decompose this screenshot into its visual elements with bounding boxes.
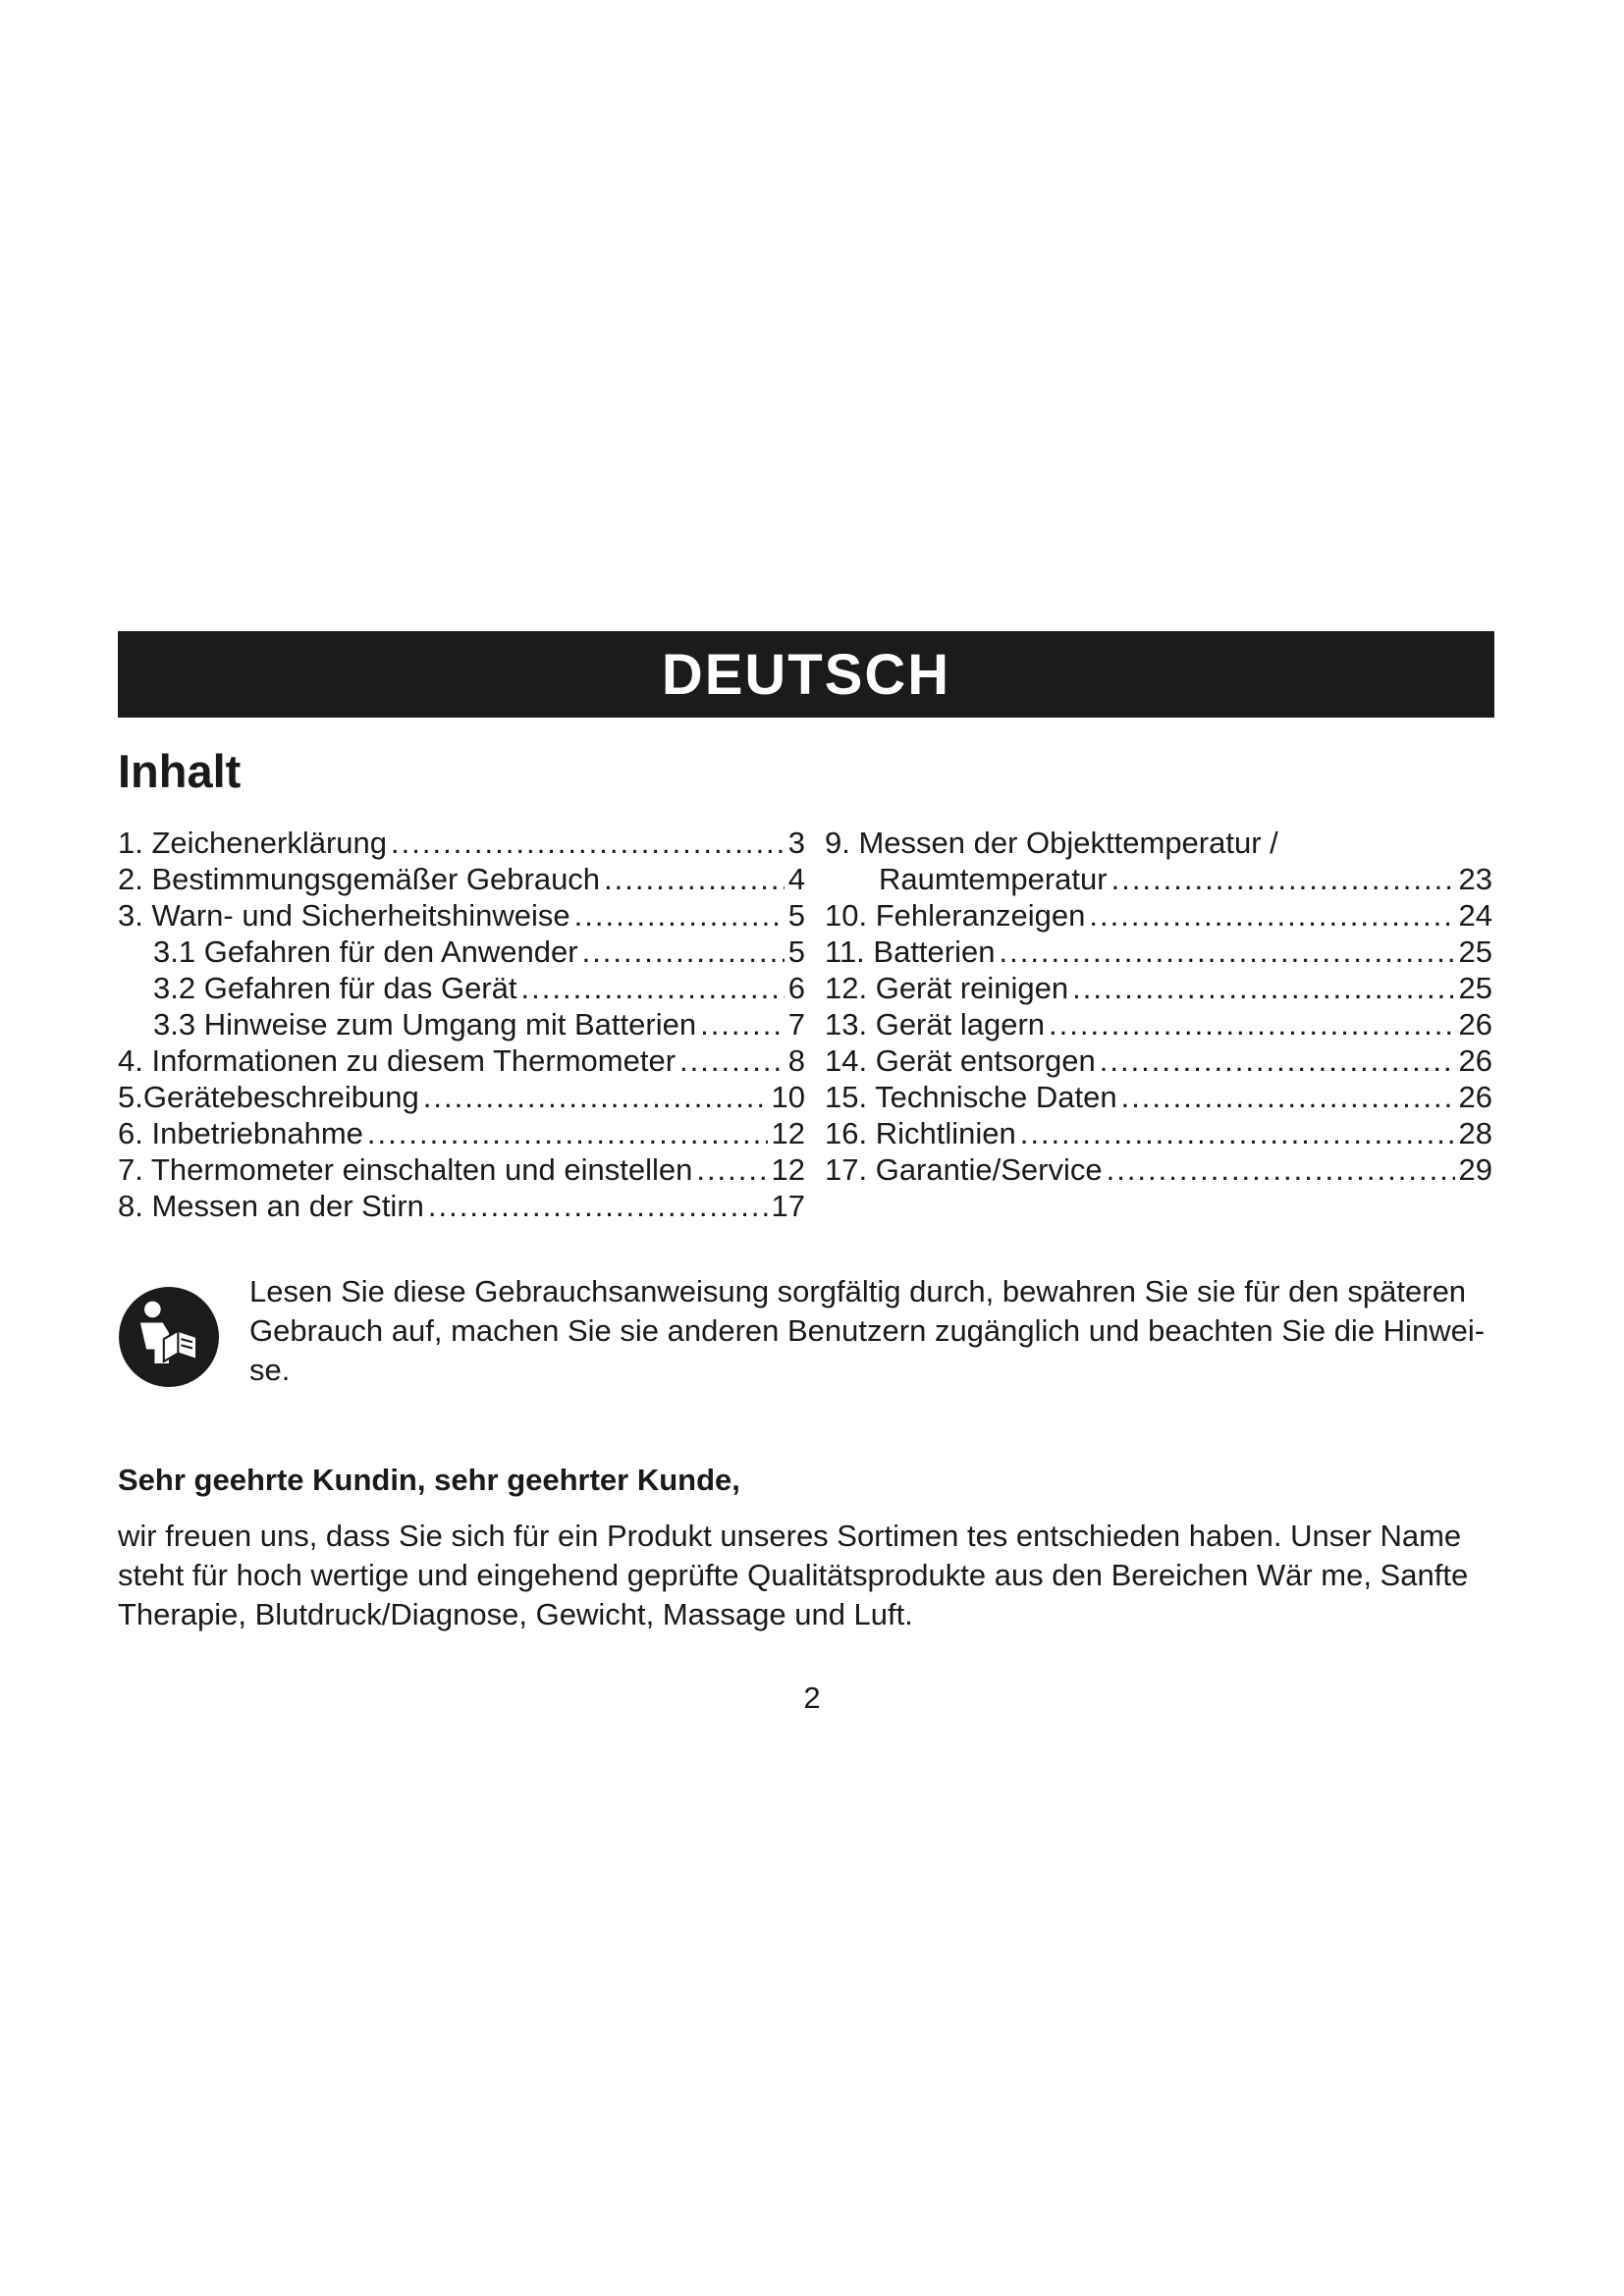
- toc-leader-dots: [679, 1042, 785, 1079]
- toc-leader-dots: [428, 1188, 768, 1224]
- toc-entry-label: 3. Warn- und Sicherheitshinweise: [118, 898, 570, 933]
- toc-entry[interactable]: [118, 1188, 805, 1224]
- toc-entry[interactable]: [825, 970, 1492, 1006]
- toc-leader-dots: [1107, 1151, 1455, 1188]
- language-banner: [118, 631, 1494, 718]
- language-label: DEUTSCH: [661, 642, 951, 707]
- toc-subentry[interactable]: [118, 934, 805, 970]
- toc-leader-dots: [1049, 1006, 1454, 1042]
- toc-leader-dots: [700, 1006, 785, 1042]
- toc-entry-page: 8: [787, 1043, 805, 1078]
- toc-entry[interactable]: [825, 897, 1492, 934]
- toc-entry-label: 12. Gerät reinigen: [825, 971, 1069, 1005]
- toc-entry[interactable]: [825, 1115, 1492, 1151]
- toc-entry[interactable]: [825, 1079, 1492, 1115]
- toc-leader-dots: [391, 825, 785, 861]
- toc-leader-dots: [582, 934, 785, 970]
- toc-entry-page: 12: [771, 1152, 805, 1187]
- notice-text: Lesen Sie diese Gebrauchsanweisung sorgfältig durch, bewahren Sie sie für den späteren Gebrauch auf, machen Sie sie anderen Benutzern zugänglich und beachten Sie die Hinwei-se.: [249, 1274, 1486, 1387]
- toc-leader-dots: [1121, 1079, 1455, 1115]
- toc-leader-dots: [999, 934, 1454, 970]
- toc-entry-page: 23: [1458, 862, 1492, 896]
- toc-leader-dots: [1020, 1115, 1455, 1151]
- toc-entry-label: 10. Fehleranzeigen: [825, 898, 1086, 933]
- toc-entry[interactable]: [825, 934, 1492, 970]
- toc-entry-label: Raumtemperatur: [879, 862, 1108, 896]
- toc-entry-page: 24: [1458, 898, 1492, 933]
- toc-entry-label: 11. Batterien: [825, 934, 996, 969]
- toc-entry-page: 5: [787, 934, 805, 969]
- toc-leader-dots: [696, 1151, 767, 1188]
- toc-entry-page: 28: [1458, 1116, 1492, 1150]
- toc-entry-label: 9. Messen der Objekttemperatur /: [825, 826, 1278, 860]
- toc-leader-dots: [1072, 970, 1454, 1006]
- toc-entry-label: 3.2 Gefahren für das Gerät: [153, 971, 517, 1005]
- toc-left-column: [118, 825, 805, 1224]
- toc-entry[interactable]: [118, 1042, 805, 1079]
- toc-entry-page: 12: [771, 1116, 805, 1150]
- toc-entry[interactable]: [118, 825, 805, 861]
- toc-entry-label: 6. Inbetriebnahme: [118, 1116, 363, 1150]
- toc-entry[interactable]: [118, 1079, 805, 1115]
- toc-entry-label: 7. Thermometer einschalten und einstellen: [118, 1152, 693, 1187]
- toc-entry-label: 16. Richtlinien: [825, 1116, 1016, 1150]
- toc-entry-label: 13. Gerät lagern: [825, 1007, 1046, 1041]
- toc-entry-page: 25: [1458, 934, 1492, 969]
- toc-entry-label: 14. Gerät entsorgen: [825, 1043, 1096, 1078]
- toc-entry-page: 26: [1458, 1080, 1492, 1114]
- toc-entry-page: 26: [1458, 1007, 1492, 1041]
- toc-entry-label: 8. Messen an der Stirn: [118, 1189, 424, 1223]
- toc-entry[interactable]: [118, 1115, 805, 1151]
- toc-entry-continuation[interactable]: [825, 861, 1492, 897]
- toc-leader-dots: [367, 1115, 768, 1151]
- toc-entry-label: 4. Informationen zu diesem Thermometer: [118, 1043, 677, 1078]
- toc-entry-label: 1. Zeichenerklärung: [118, 826, 387, 860]
- toc-entry-page: 7: [787, 1007, 805, 1041]
- intro-paragraph: wir freuen uns, dass Sie sich für ein Produkt unseres Sortimen tes entschieden haben. Unser Name steht für hoch wertige und eingehend geprüfte Qualitätsprodukte aus den Bereichen Wär me, Sanfte Therapie, Blutdruck/Diagnose, Gewicht, Massage und Luft.: [118, 1519, 1469, 1631]
- toc-right-column: [825, 825, 1492, 1188]
- toc-entry-label: 3.3 Hinweise zum Umgang mit Batterien: [153, 1007, 697, 1041]
- toc-entry[interactable]: [118, 861, 805, 897]
- toc-leader-dots: [423, 1079, 768, 1115]
- toc-subentry[interactable]: [118, 1006, 805, 1042]
- toc-entry-label: 5.Gerätebeschreibung: [118, 1080, 419, 1114]
- read-instructions-notice: [118, 1272, 1512, 1390]
- toc-entry-page: 4: [787, 862, 805, 896]
- toc-leader-dots: [1111, 861, 1455, 897]
- toc-entry-label: 3.1 Gefahren für den Anwender: [153, 934, 578, 969]
- toc-entry-page: 5: [787, 898, 805, 933]
- greeting-heading: Sehr geehrte Kundin, sehr geehrter Kunde,: [118, 1463, 740, 1497]
- toc-entry-page: 6: [787, 971, 805, 1005]
- toc-entry-page: 10: [771, 1080, 805, 1114]
- toc-entry-page: 29: [1458, 1152, 1492, 1187]
- toc-leader-dots: [521, 970, 785, 1006]
- toc-leader-dots: [1089, 897, 1454, 934]
- page-number: 2: [803, 1681, 821, 1715]
- read-manual-icon: [118, 1286, 220, 1388]
- toc-entry[interactable]: [118, 897, 805, 934]
- toc-leader-dots: [604, 861, 785, 897]
- toc-leader-dots: [574, 897, 785, 934]
- toc-entry[interactable]: [118, 1151, 805, 1188]
- toc-entry-page: 3: [787, 826, 805, 860]
- toc-entry-page: 17: [771, 1189, 805, 1223]
- toc-entry[interactable]: [825, 825, 1492, 861]
- toc-entry-page: 26: [1458, 1043, 1492, 1078]
- toc-entry-label: 17. Garantie/Service: [825, 1152, 1103, 1187]
- toc-leader-dots: [1100, 1042, 1455, 1079]
- toc-entry-page: 25: [1458, 971, 1492, 1005]
- toc-entry[interactable]: [825, 1151, 1492, 1188]
- toc-entry[interactable]: [825, 1042, 1492, 1079]
- toc-subentry[interactable]: [118, 970, 805, 1006]
- toc-entry-label: 15. Technische Daten: [825, 1080, 1117, 1114]
- toc-title: Inhalt: [118, 745, 242, 797]
- toc-entry[interactable]: [825, 1006, 1492, 1042]
- toc-entry-label: 2. Bestimmungsgemäßer Gebrauch: [118, 862, 601, 896]
